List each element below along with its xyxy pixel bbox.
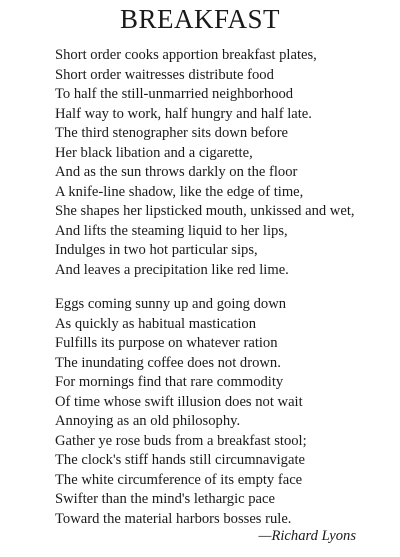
poem-line: Swifter than the mind's lethargic pace — [55, 491, 275, 507]
poem-line: The inundating coffee does not drown. — [55, 354, 281, 371]
poem-title: BREAKFAST — [119, 4, 281, 34]
poem-line: As quickly as habitual mastication — [55, 315, 257, 332]
poem-line: Gather ye rose buds from a breakfast stool; — [55, 432, 307, 449]
poem-line: And as the sun throws darkly on the floor — [55, 164, 298, 180]
poem-line: Indulges in two hot particular sips, — [55, 242, 258, 258]
poem-line: Toward the material harbors bosses rule. — [55, 510, 292, 527]
stanza-2 — [55, 295, 307, 529]
poem-line: Short order cooks apportion breakfast plates, — [55, 47, 317, 63]
poem-line: Of time whose swift illusion does not wait — [55, 393, 303, 410]
poem-line: She shapes her lipsticked mouth, unkissed and wet, — [55, 203, 355, 219]
poem-line: Fulfills its purpose on whatever ration — [55, 335, 278, 351]
poem-line: Annoying as an old philosophy. — [55, 413, 241, 429]
stanza-1 — [55, 46, 355, 280]
poem-line: For mornings find that rare commodity — [55, 374, 284, 390]
poem-line: The white circumference of its empty face — [55, 471, 303, 488]
poem-line: The third stenographer sits down before — [55, 125, 289, 141]
poem-line: To half the still-unmarried neighborhood — [55, 86, 294, 102]
poem-line: Eggs coming sunny up and going down — [55, 296, 287, 312]
author-signature: —Richard Lyons — [258, 528, 356, 544]
poem-line: Half way to work, half hungry and half late. — [55, 105, 312, 122]
poem-line: The clock's stiff hands still circumnavigate — [55, 452, 305, 468]
poem-line: A knife-line shadow, like the edge of time, — [55, 183, 304, 200]
poem-line: Short order waitresses distribute food — [55, 66, 274, 83]
poem-line: And leaves a precipitation like red lime. — [55, 261, 289, 278]
poem-line: Her black libation and a cigarette, — [55, 144, 253, 161]
poem-line: And lifts the steaming liquid to her lips, — [55, 222, 288, 239]
